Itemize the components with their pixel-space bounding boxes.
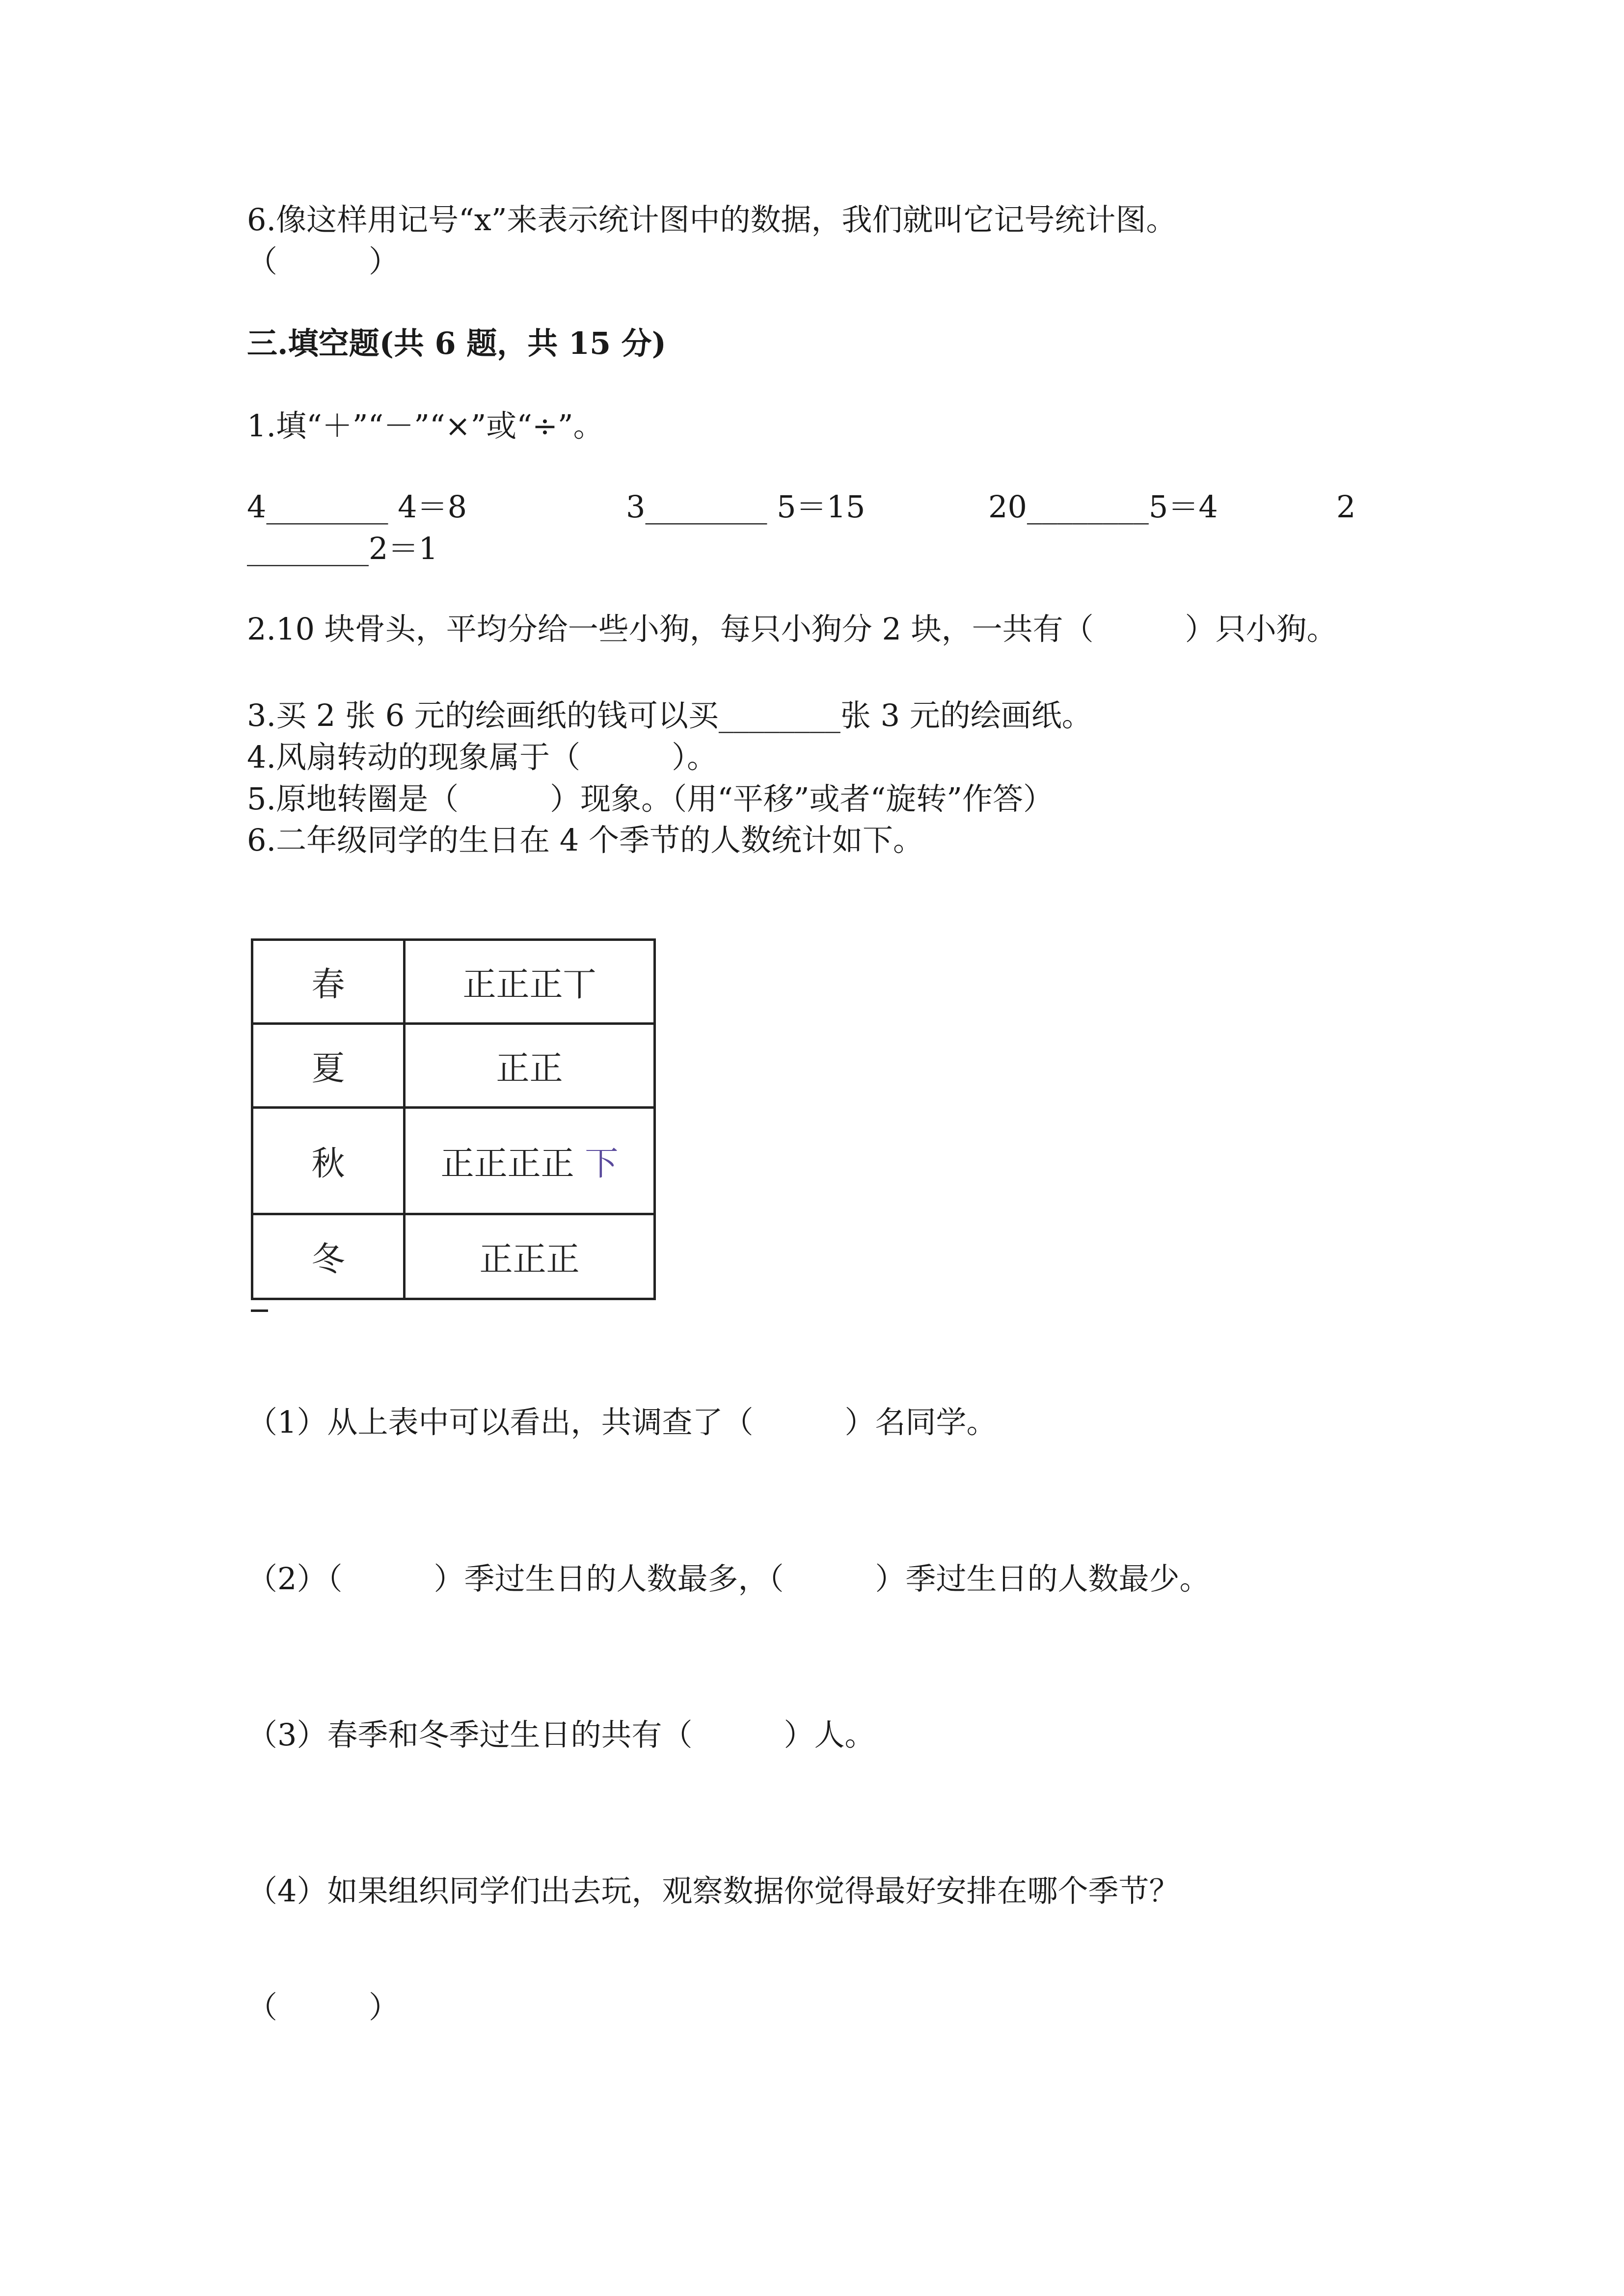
q5-text: 5.原地转圈是（ ）现象。（用“平移”或者“旋转”作答） <box>247 781 1054 817</box>
q1-text: 1.填“＋”“－”“×”或“÷”。 <box>247 408 604 444</box>
q1-equation-1: 4________ 4＝8 <box>247 489 467 525</box>
q6-text: 6.二年级同学的生日在 4 个季节的人数统计如下。 <box>247 822 924 858</box>
q2-text: 2.10 块骨头，平均分给一些小狗，每只小狗分 2 块，一共有（ ）只小狗。 <box>247 611 1337 647</box>
section-heading: 三.填空题(共 6 题，共 15 分) <box>247 325 667 361</box>
q6-true-false-text: 6.像这样用记号“x”来表示统计图中的数据，我们就叫它记号统计图。 <box>247 202 1177 238</box>
sub-question-2: （2）（ ）季过生日的人数最多，（ ）季过生日的人数最少。 <box>247 1561 1210 1597</box>
season-cell: 秋 <box>252 1108 405 1214</box>
tally-marks: 正正 <box>496 1049 563 1088</box>
table-row <box>252 1108 655 1214</box>
q1-equation-4-start: 2 <box>1336 489 1356 525</box>
sub-question-4-blank: （ ） <box>247 1989 400 2025</box>
sub-question-3: （3）春季和冬季过生日的共有（ ）人。 <box>247 1717 875 1753</box>
q1-equation-3: 20________5＝4 <box>988 489 1218 525</box>
q3-text: 3.买 2 张 6 元的绘画纸的钱可以买________张 3 元的绘画纸。 <box>247 697 1092 733</box>
tally-marks: 正正正 <box>479 1240 580 1279</box>
q1-equation-4-end: ________2＝1 <box>247 531 438 566</box>
table-row <box>252 1214 655 1299</box>
q6-answer-blank: （ ） <box>247 243 400 279</box>
sub-question-1: （1）从上表中可以看出，共调查了（ ）名同学。 <box>247 1404 997 1440</box>
tally-cell <box>405 1024 655 1108</box>
q4-text: 4.风扇转动的现象属于（ ）。 <box>247 739 718 775</box>
tally-marks: 正正正丅 <box>462 965 596 1004</box>
sub-question-4: （4）如果组织同学们出去玩，观察数据你觉得最好安排在哪个季节？ <box>247 1873 1180 1909</box>
birthday-tally-table <box>251 938 656 1300</box>
season-cell: 冬 <box>252 1214 405 1299</box>
table-row <box>252 940 655 1024</box>
tally-cell <box>405 1214 655 1299</box>
q1-equation-2: 3________ 5＝15 <box>626 489 866 525</box>
tally-marks: 正正正正 <box>440 1144 574 1183</box>
season-cell: 春 <box>252 940 405 1024</box>
table-row <box>252 1024 655 1108</box>
tally-cell <box>405 940 655 1024</box>
tally-extra: 下 <box>585 1144 619 1183</box>
table-corner-tick <box>251 1309 268 1312</box>
season-cell: 夏 <box>252 1024 405 1108</box>
tally-cell <box>405 1108 655 1214</box>
